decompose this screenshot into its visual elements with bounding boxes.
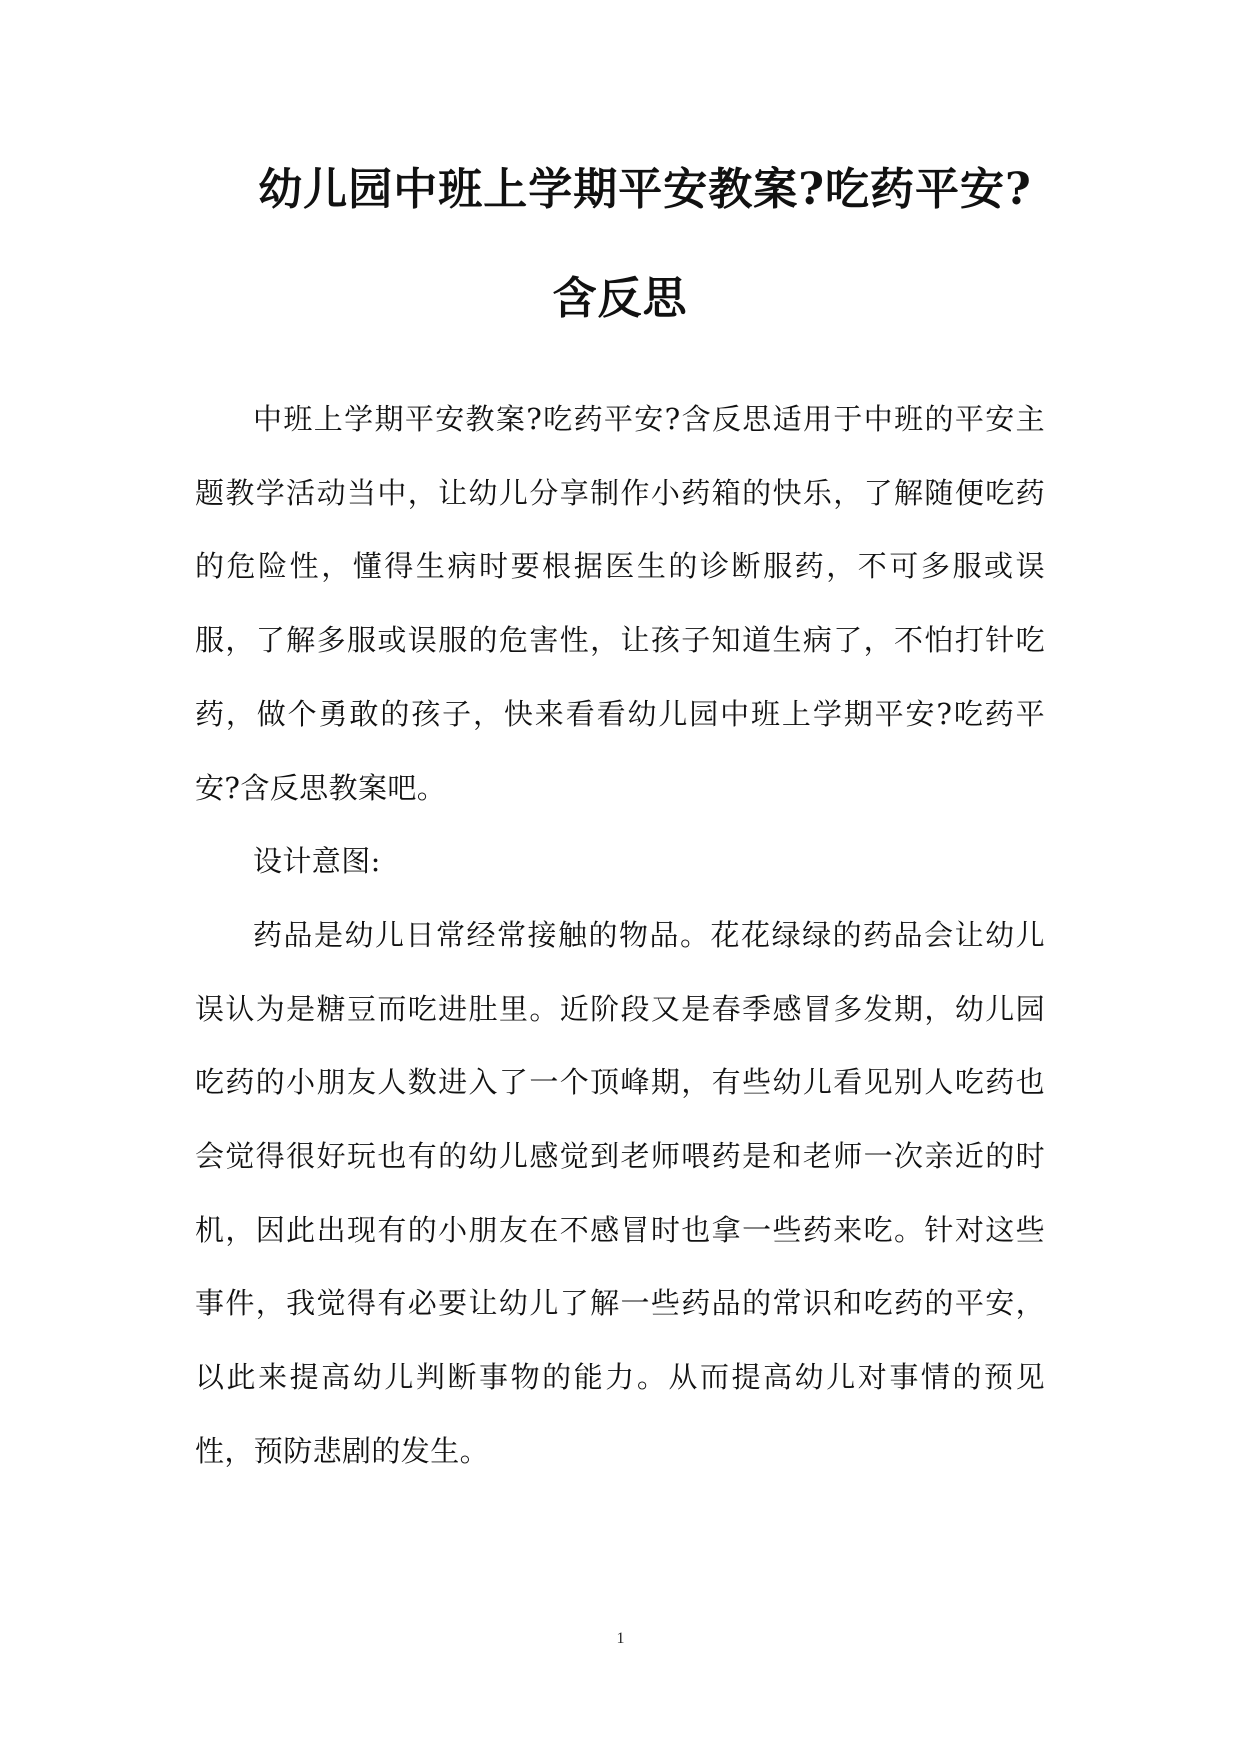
document-body	[195, 383, 1045, 1489]
page-number: 1	[616, 1630, 625, 1647]
design-intent-heading: 设计意图:	[253, 844, 381, 879]
intro-paragraph: 中班上学期平安教案?吃药平安?含反思适用于中班的平安主题教学活动当中，让幼儿分享制作小药箱的快乐，了解随便吃药的危险性，懂得生病时要根据医生的诊断服药，不可多服或误服，了解多服或误服的危害性，让孩子知道生病了，不怕打针吃药，做个勇敢的孩子，快来看看幼儿园中班上学期平安?吃药平安?含反思教案吧。	[195, 402, 1045, 805]
document-title-line-1: 幼儿园中班上学期平安教案?吃药平安?	[258, 164, 1032, 215]
design-intent-paragraph: 药品是幼儿日常经常接触的物品。花花绿绿的药品会让幼儿误认为是糖豆而吃进肚里。近阶段又是春季感冒多发期，幼儿园吃药的小朋友人数进入了一个顶峰期，有些幼儿看见别人吃药也会觉得很好玩也有的幼儿感觉到老师喂药是和老师一次亲近的时机，因此出现有的小朋友在不感冒时也拿一些药来吃。针对这些事件，我觉得有必要让幼儿了解一些药品的常识和吃药的平安，以此来提高幼儿判断事物的能力。从而提高幼儿对事情的预见性，预防悲剧的发生。	[195, 917, 1045, 1468]
document-title-line-2: 含反思	[552, 273, 688, 324]
